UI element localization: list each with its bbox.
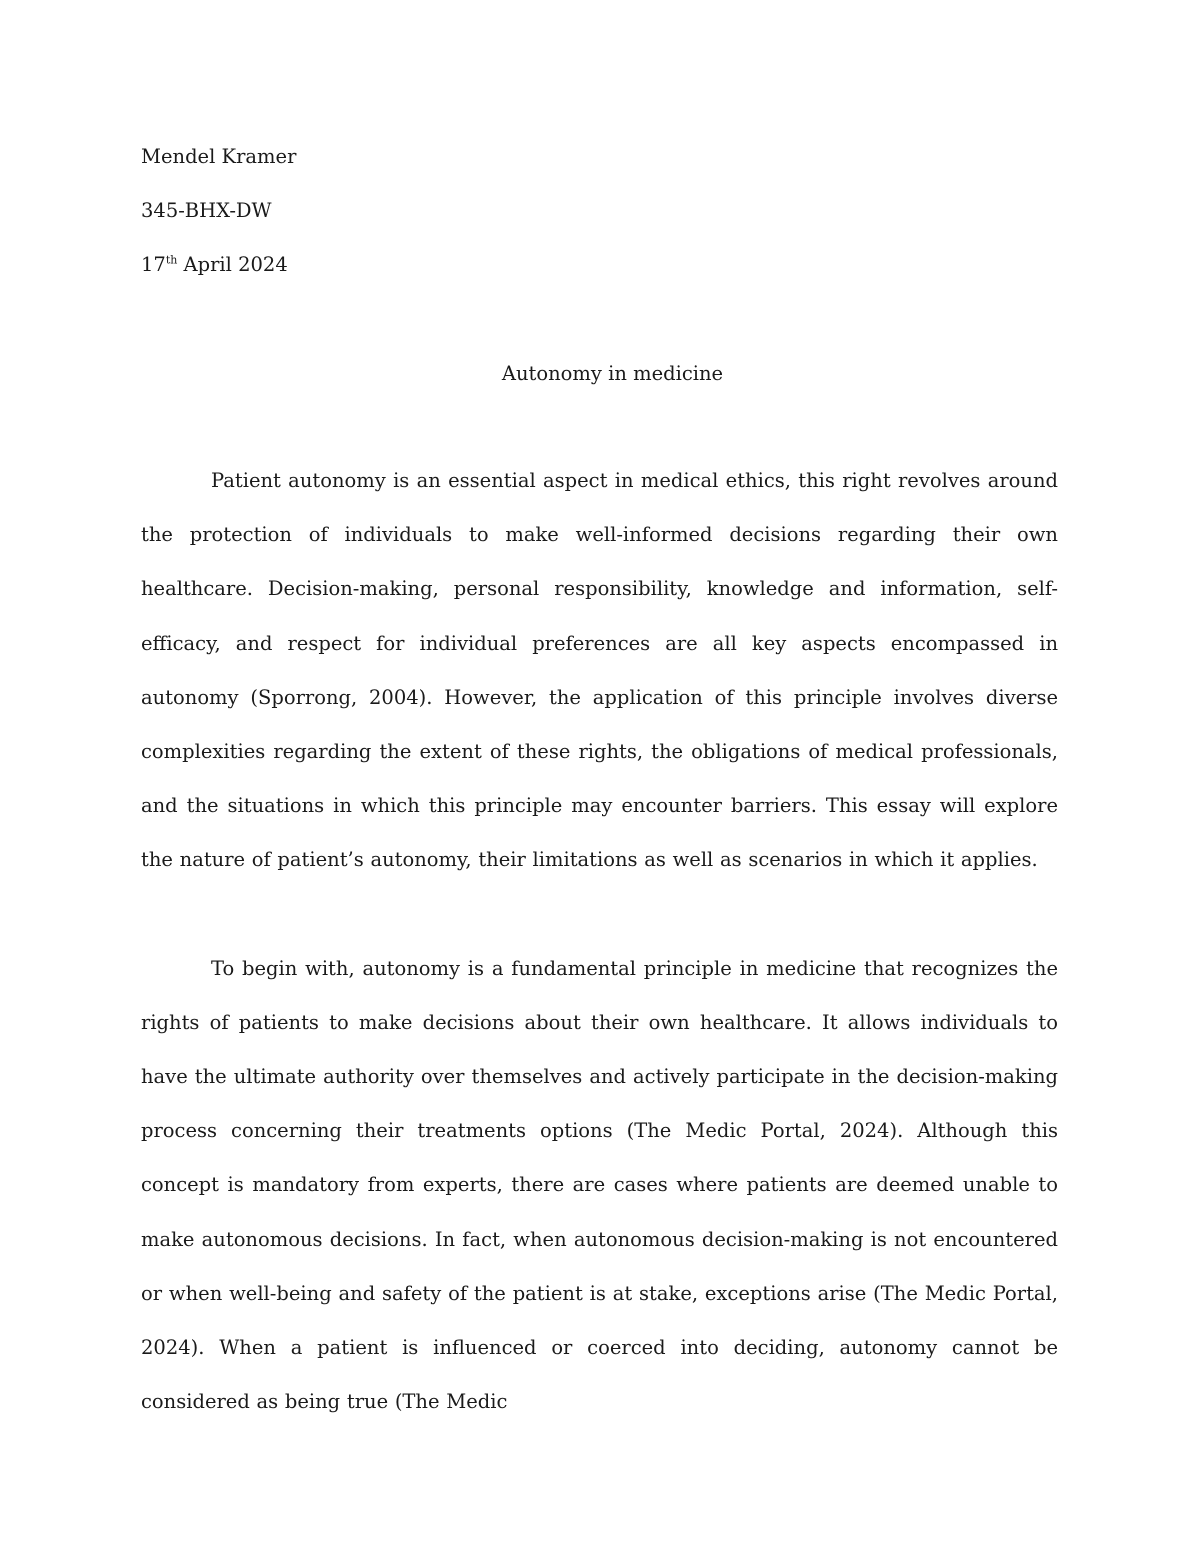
- course-code: 345-BHX-DW: [141, 199, 272, 222]
- essay-date: [141, 255, 288, 275]
- paragraph-introduction: Patient autonomy is an essential aspect in medical ethics, this right revolves around the protection of individuals to make well-informed decisions regarding their own healthcare. Decision-making, personal responsibility, knowledge and information, self-efficacy, and respect for individual preferences are all key aspects encompassed in autonomy (Sporrong, 2004). However, the application of this principle involves diverse complexities regarding the extent of these rights, the obligations of medical professionals, and the situations in which this principle may encounter barriers. This essay will explore the nature of patient’s autonomy, their limitations as well as scenarios in which it applies.: [141, 469, 1058, 872]
- date-day: 17: [141, 253, 166, 276]
- author-name: Mendel Kramer: [141, 145, 297, 168]
- date-month-year: April 2024: [177, 253, 288, 276]
- essay-title: Autonomy in medicine: [501, 362, 724, 385]
- date-suffix: th: [165, 253, 178, 267]
- essay-body: [141, 454, 1058, 1429]
- paragraph-body-1: To begin with, autonomy is a fundamental principle in medicine that recognizes the rights of patients to make decisions about their own healthcare. It allows individuals to have the ultimate authority over themselves and actively participate in the decision-making process concerning their treatments options (The Medic Portal, 2024). Although this concept is mandatory from experts, there are cases where patients are deemed unable to make autonomous decisions. In fact, when autonomous decision-making is not encountered or when well-being and safety of the patient is at stake, exceptions arise (The Medic Portal, 2024). When a patient is influenced or coerced into deciding, autonomy cannot be considered as being true (The Medic: [141, 956, 1058, 1414]
